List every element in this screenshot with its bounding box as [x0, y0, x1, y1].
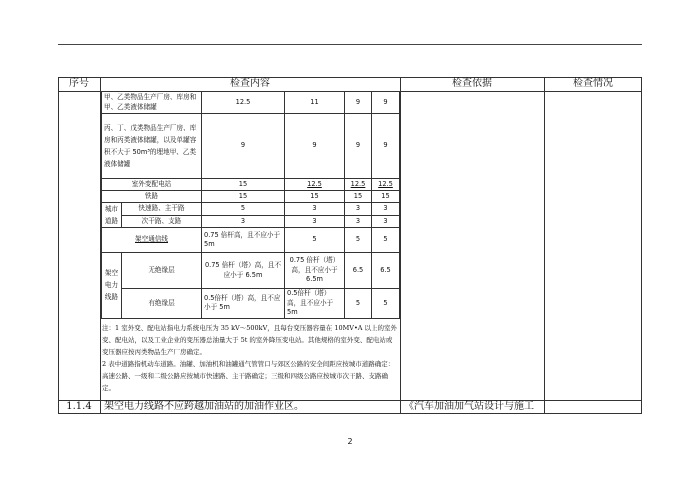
row-label: 丙、丁、戊类物品生产厂房、库房和丙类液体储罐，以及单罐容积不大于 50m³的埋地甲、乙类液体储罐: [102, 114, 202, 179]
col-header-status: 检查情况: [573, 78, 613, 89]
page-number: 2: [347, 437, 353, 446]
cell-value: 3: [285, 203, 345, 216]
note-1: 注：1 室外变、配电站指电力系统电压为 35 kV～500kV，且每台变压器容量在 10MV•A 以上的室外变、配电站，以及工业企业的变压器总油量大于 5t 的室外降压变电站。其他规格的室外变、配电站或变压器应按丙类物品生产厂房确定。: [102, 324, 398, 356]
group-label: 架空电力线路: [102, 253, 122, 319]
cell-value: 0.75 倍杆（塔）高，且不应小于 6.5m: [202, 253, 285, 289]
cell-value: 3: [202, 215, 285, 228]
cell-value: 12.5: [372, 179, 400, 191]
row-label: 无绝缘层: [122, 253, 202, 289]
cell-value: 9: [202, 114, 285, 179]
header-rule: [58, 44, 642, 45]
cell-value: 15: [202, 191, 285, 203]
cell-value: 15: [372, 191, 400, 203]
table-row: [102, 289, 400, 319]
cell-value: 0.75 倍杆（塔）高，且不应小于 6.5m: [285, 253, 345, 289]
cell-value: 0.75 倍杆高，且不应小于 5m: [202, 228, 285, 253]
note-2: 2 表中道路指机动车道路。油罐、加油机和油罐通气管管口与郊区公路的安全间距应按城市道路确定：高速公路、一级和二级公路应按城市快速路、主干路确定；三级和四级公路应按城市次干路、支路确定。: [102, 360, 395, 392]
cell-value: 3: [345, 215, 372, 228]
cell-value: 6.5: [345, 253, 372, 289]
table-row: [102, 228, 400, 253]
row-basis: 《汽车加油加气站设计与施工: [404, 401, 534, 412]
cell-value: 9: [372, 114, 400, 179]
cell-value: 5: [372, 228, 400, 253]
cell-value: 5: [372, 289, 400, 319]
distance-table: [101, 91, 400, 319]
row-number: 1.1.4: [66, 401, 92, 412]
table-notes: [102, 322, 398, 394]
col-header-basis: 检查依据: [452, 78, 492, 89]
table-row: [102, 179, 400, 191]
cell-value: 12.5: [345, 179, 372, 191]
cell-value: 3: [372, 215, 400, 228]
cell-value: 5: [202, 203, 285, 216]
table-row: [102, 215, 400, 228]
cell-value: 12.5: [202, 92, 285, 114]
row-label: 室外变配电站: [102, 179, 202, 191]
col-divider-2: [400, 77, 401, 414]
cell-value: 5: [345, 289, 372, 319]
cell-value: 0.5倍杆（塔）高，且不应小于 5m: [285, 289, 345, 319]
cell-value: 9: [372, 92, 400, 114]
cell-value: 5: [345, 228, 372, 253]
cell-value: 3: [372, 203, 400, 216]
cell-value: 3: [345, 203, 372, 216]
col-divider-3: [544, 77, 545, 414]
cell-value: 6.5: [372, 253, 400, 289]
table-row: [102, 114, 400, 179]
row-label: 铁路: [102, 191, 202, 203]
cell-value: 3: [285, 215, 345, 228]
cell-value: 15: [345, 191, 372, 203]
row-content: 架空电力线路不应跨越加油站的加油作业区。: [104, 401, 304, 412]
cell-value: 11: [285, 92, 345, 114]
col-header-content: 检查内容: [230, 78, 270, 89]
row-label: 次干路、支路: [122, 215, 202, 228]
row-label: 甲、乙类物品生产厂房、库房和甲、乙类液体储罐: [102, 92, 202, 114]
table-row: [102, 191, 400, 203]
cell-value: 9: [345, 114, 372, 179]
row-label: 有绝缘层: [122, 289, 202, 319]
row-label: 架空通信线: [102, 228, 202, 253]
cell-value: 12.5: [285, 179, 345, 191]
group-label: 城市道路: [102, 203, 122, 228]
table-row: [102, 92, 400, 114]
table-row: [102, 253, 400, 289]
col-header-no: 序号: [69, 78, 89, 89]
table-row: [102, 203, 400, 216]
cell-value: 0.5倍杆（塔）高，且不应小于 5m: [202, 289, 285, 319]
cell-value: 9: [285, 114, 345, 179]
cell-value: 9: [345, 92, 372, 114]
cell-value: 5: [285, 228, 345, 253]
row-label: 快速路、主干路: [122, 203, 202, 216]
cell-value: 15: [202, 179, 285, 191]
cell-value: 15: [285, 191, 345, 203]
